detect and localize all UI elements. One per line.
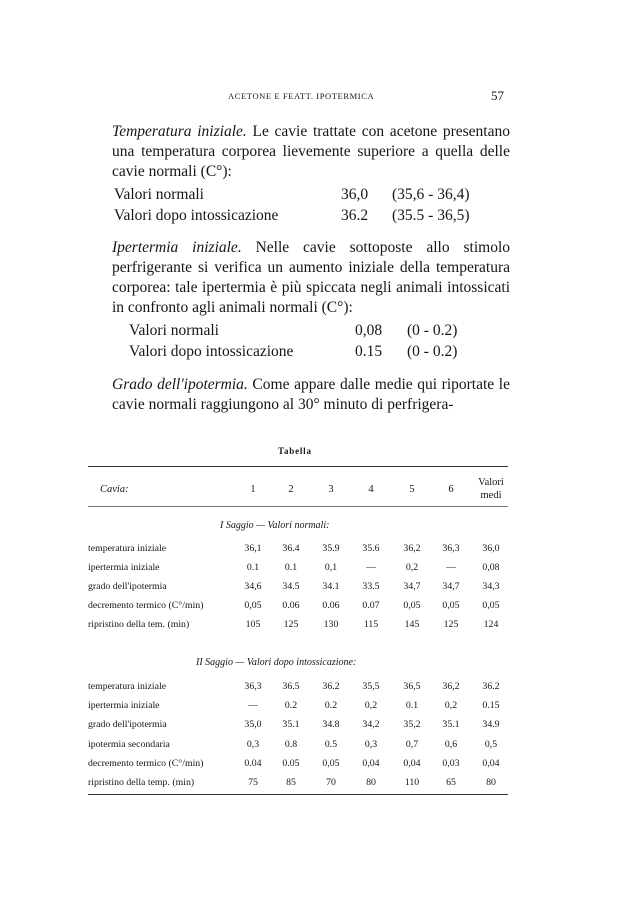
table-cell: 0,05 (403, 600, 421, 611)
table-cell: 36,5 (403, 681, 421, 692)
table-cell-mean: 0,5 (484, 738, 498, 750)
values-label: Valori normali (114, 186, 204, 203)
table-cell: 0,04 (403, 757, 421, 769)
table-cell-mean: 0,08 (482, 562, 500, 573)
table-cell: 0.06 (322, 600, 340, 611)
table-cell: 0,03 (442, 757, 460, 769)
paragraph-text: Come appare dalle medie qui riportate le cavie normali raggiungono al 30° minuto di perfrigera- (112, 376, 510, 413)
values-row (129, 343, 509, 364)
table-row (88, 581, 508, 599)
header-mean-line1: Valori (478, 477, 504, 488)
table-cell: 0,05 (442, 600, 460, 611)
table-cell: 36,3 (244, 681, 262, 692)
table-cell-mean: 80 (486, 777, 496, 788)
table-row (88, 700, 508, 718)
section-title-text: Valori normali: (267, 520, 330, 531)
table-bottom-rule (88, 794, 508, 795)
row-label: ipotermia secondaria (88, 738, 170, 750)
values-range: (0 - 0.2) (407, 343, 458, 360)
row-label: ripristino della tem. (min) (88, 619, 190, 630)
table-cell: 0,2 (405, 562, 419, 573)
table-cell: 0.05 (282, 757, 300, 769)
table-title: Tabella (278, 446, 312, 456)
table-cell: 35.1 (282, 719, 300, 731)
table-cell: 0.07 (362, 600, 380, 611)
table-cell: 0,6 (444, 738, 458, 750)
values-block-1 (114, 186, 514, 228)
table-cell: 0,1 (324, 562, 338, 573)
paragraph-grado-ipotermia (112, 375, 510, 415)
paragraph-temperatura-iniziale (112, 122, 510, 182)
section-title-2 (196, 657, 356, 668)
paragraph-text: Le cavie trattate con acetone presentano una temperatura corporea lievemente superiore a quella delle cavie normali (C°): (112, 123, 510, 180)
values-block-2 (129, 322, 509, 364)
paragraph-text: Nelle cavie sottoposte allo stimolo perfrigerante si verifica un aumento iniziale della temperatura corporea: tale ipertermia è più spiccata negli animali intossicati in confronto agli animali normali (C°): (112, 239, 511, 316)
table-cell: 0.1 (246, 562, 260, 573)
table-cell: 36,2 (442, 681, 460, 692)
values-row (114, 186, 514, 207)
row-label: ipertermia iniziale (88, 562, 160, 573)
table-cell: 85 (286, 777, 296, 788)
values-mean: 0.15 (355, 343, 383, 360)
paragraph-heading: Ipertermia iniziale. (112, 239, 242, 256)
section-title-1 (220, 520, 329, 531)
table-cell: 33.5 (362, 581, 380, 592)
table-cell: 145 (404, 619, 420, 630)
row-label: temperatura iniziale (88, 543, 167, 554)
values-mean: 0,08 (355, 322, 383, 339)
table-cell: 110 (404, 777, 420, 788)
header-col-6: 6 (448, 484, 454, 495)
table-cell-mean: 36.2 (482, 681, 500, 692)
table-cell: — (446, 562, 456, 573)
table-row (88, 758, 508, 776)
values-row (129, 322, 509, 343)
row-label: grado dell'ipotermia (88, 581, 167, 592)
row-label: decremento termico (C°/min) (88, 600, 204, 611)
values-range: (35,6 - 36,4) (392, 186, 470, 203)
table-cell: 34,7 (442, 581, 460, 592)
table-cell: 35.1 (442, 719, 460, 731)
table-row (88, 600, 508, 618)
table-cell: 36,2 (403, 543, 421, 554)
table-row (88, 619, 508, 637)
table-cell: 34,6 (244, 581, 262, 592)
header-col-1: 1 (250, 484, 256, 495)
table-cell: 0,7 (405, 738, 419, 750)
table-header-rule (88, 506, 508, 507)
table-cell: 36.4 (282, 543, 300, 554)
table-cell: 115 (363, 619, 379, 630)
values-label: Valori dopo intossicazione (114, 207, 279, 224)
header-col-3: 3 (328, 484, 334, 495)
table-cell: 80 (366, 777, 376, 788)
values-label: Valori dopo intossicazione (129, 343, 294, 360)
table-cell: 0.8 (284, 738, 298, 750)
table-cell-mean: 124 (483, 619, 499, 630)
table-row (88, 719, 508, 737)
table-cell: 36,3 (442, 543, 460, 554)
table-cell: — (366, 562, 376, 573)
row-label: temperatura iniziale (88, 681, 167, 692)
table-cell: 0,05 (322, 757, 340, 769)
table-cell: 75 (248, 777, 258, 788)
row-label: grado dell'ipotermia (88, 719, 167, 731)
table-cell: 36,1 (244, 543, 262, 554)
row-label: decremento termico (C°/min) (88, 757, 204, 769)
header-col-mean (471, 476, 511, 502)
table-cell: 70 (326, 777, 336, 788)
table-cell-mean: 0,05 (482, 600, 500, 611)
table-header (88, 468, 508, 502)
values-range: (0 - 0.2) (407, 322, 458, 339)
table-cell: 35.9 (322, 543, 340, 554)
header-col-2: 2 (288, 484, 294, 495)
paragraph-heading: Grado dell'ipotermia. (112, 376, 248, 393)
table-cell: — (248, 700, 258, 712)
table-row (88, 543, 508, 561)
table-cell-mean: 34,3 (482, 581, 500, 592)
table-cell: 0,2 (444, 700, 458, 712)
table-cell: 35.6 (362, 543, 380, 554)
header-label: Cavia: (100, 484, 129, 495)
header-mean-line2: medi (480, 490, 502, 501)
values-range: (35.5 - 36,5) (392, 207, 470, 224)
table-cell: 35,0 (244, 719, 262, 731)
table-cell: 65 (446, 777, 456, 788)
page-number: 57 (491, 88, 504, 103)
table-cell: 36.2 (322, 681, 340, 692)
table-cell: 125 (283, 619, 299, 630)
section-title-text: Valori dopo intossicazione: (246, 657, 357, 668)
table-cell: 130 (323, 619, 339, 630)
table-cell-mean: 0,04 (482, 757, 500, 769)
row-label: ripristino della temp. (min) (88, 777, 195, 788)
section-prefix: II Saggio — (196, 657, 247, 668)
table-cell: 0.04 (244, 757, 262, 769)
table-cell: 0,3 (246, 738, 260, 750)
header-col-5: 5 (409, 484, 415, 495)
table-cell: 34.1 (322, 581, 340, 592)
running-head: ACETONE E FEATT. IPOTERMICA (228, 91, 375, 101)
table-row (88, 562, 508, 580)
table-cell: 35,5 (362, 681, 380, 692)
table-cell: 0.1 (405, 700, 419, 712)
table-cell: 34.8 (322, 719, 340, 731)
table-row (88, 739, 508, 757)
values-mean: 36.2 (341, 207, 369, 224)
values-label: Valori normali (129, 322, 219, 339)
table-cell: 0,04 (362, 757, 380, 769)
paragraph-heading: Temperatura iniziale. (112, 123, 247, 140)
table-row (88, 777, 508, 795)
table-cell: 0.06 (282, 600, 300, 611)
table-cell: 34.5 (282, 581, 300, 592)
table-cell: 125 (443, 619, 459, 630)
table-top-rule (88, 466, 508, 467)
paragraph-ipertermia-iniziale (112, 238, 510, 318)
table-cell: 0,2 (364, 700, 378, 712)
table-cell: 0.2 (324, 700, 338, 712)
table-cell: 0,05 (244, 600, 262, 611)
table-cell: 0.5 (324, 738, 338, 750)
values-mean: 36,0 (341, 186, 369, 203)
table-cell: 105 (245, 619, 261, 630)
table-cell: 34,7 (403, 581, 421, 592)
table-cell: 36.5 (282, 681, 300, 692)
header-col-4: 4 (368, 484, 374, 495)
table-cell: 35,2 (403, 719, 421, 731)
table-row (88, 681, 508, 699)
section-prefix: I Saggio — (220, 520, 268, 531)
table-cell: 0.1 (284, 562, 298, 573)
table-cell-mean: 36,0 (482, 543, 500, 554)
table-cell: 0,3 (364, 738, 378, 750)
table-cell-mean: 0.15 (482, 700, 500, 712)
row-label: ipertermia iniziale (88, 700, 160, 712)
table-cell: 0.2 (284, 700, 298, 712)
table-cell-mean: 34.9 (482, 719, 500, 731)
values-row (114, 207, 514, 228)
table-cell: 34,2 (362, 719, 380, 731)
